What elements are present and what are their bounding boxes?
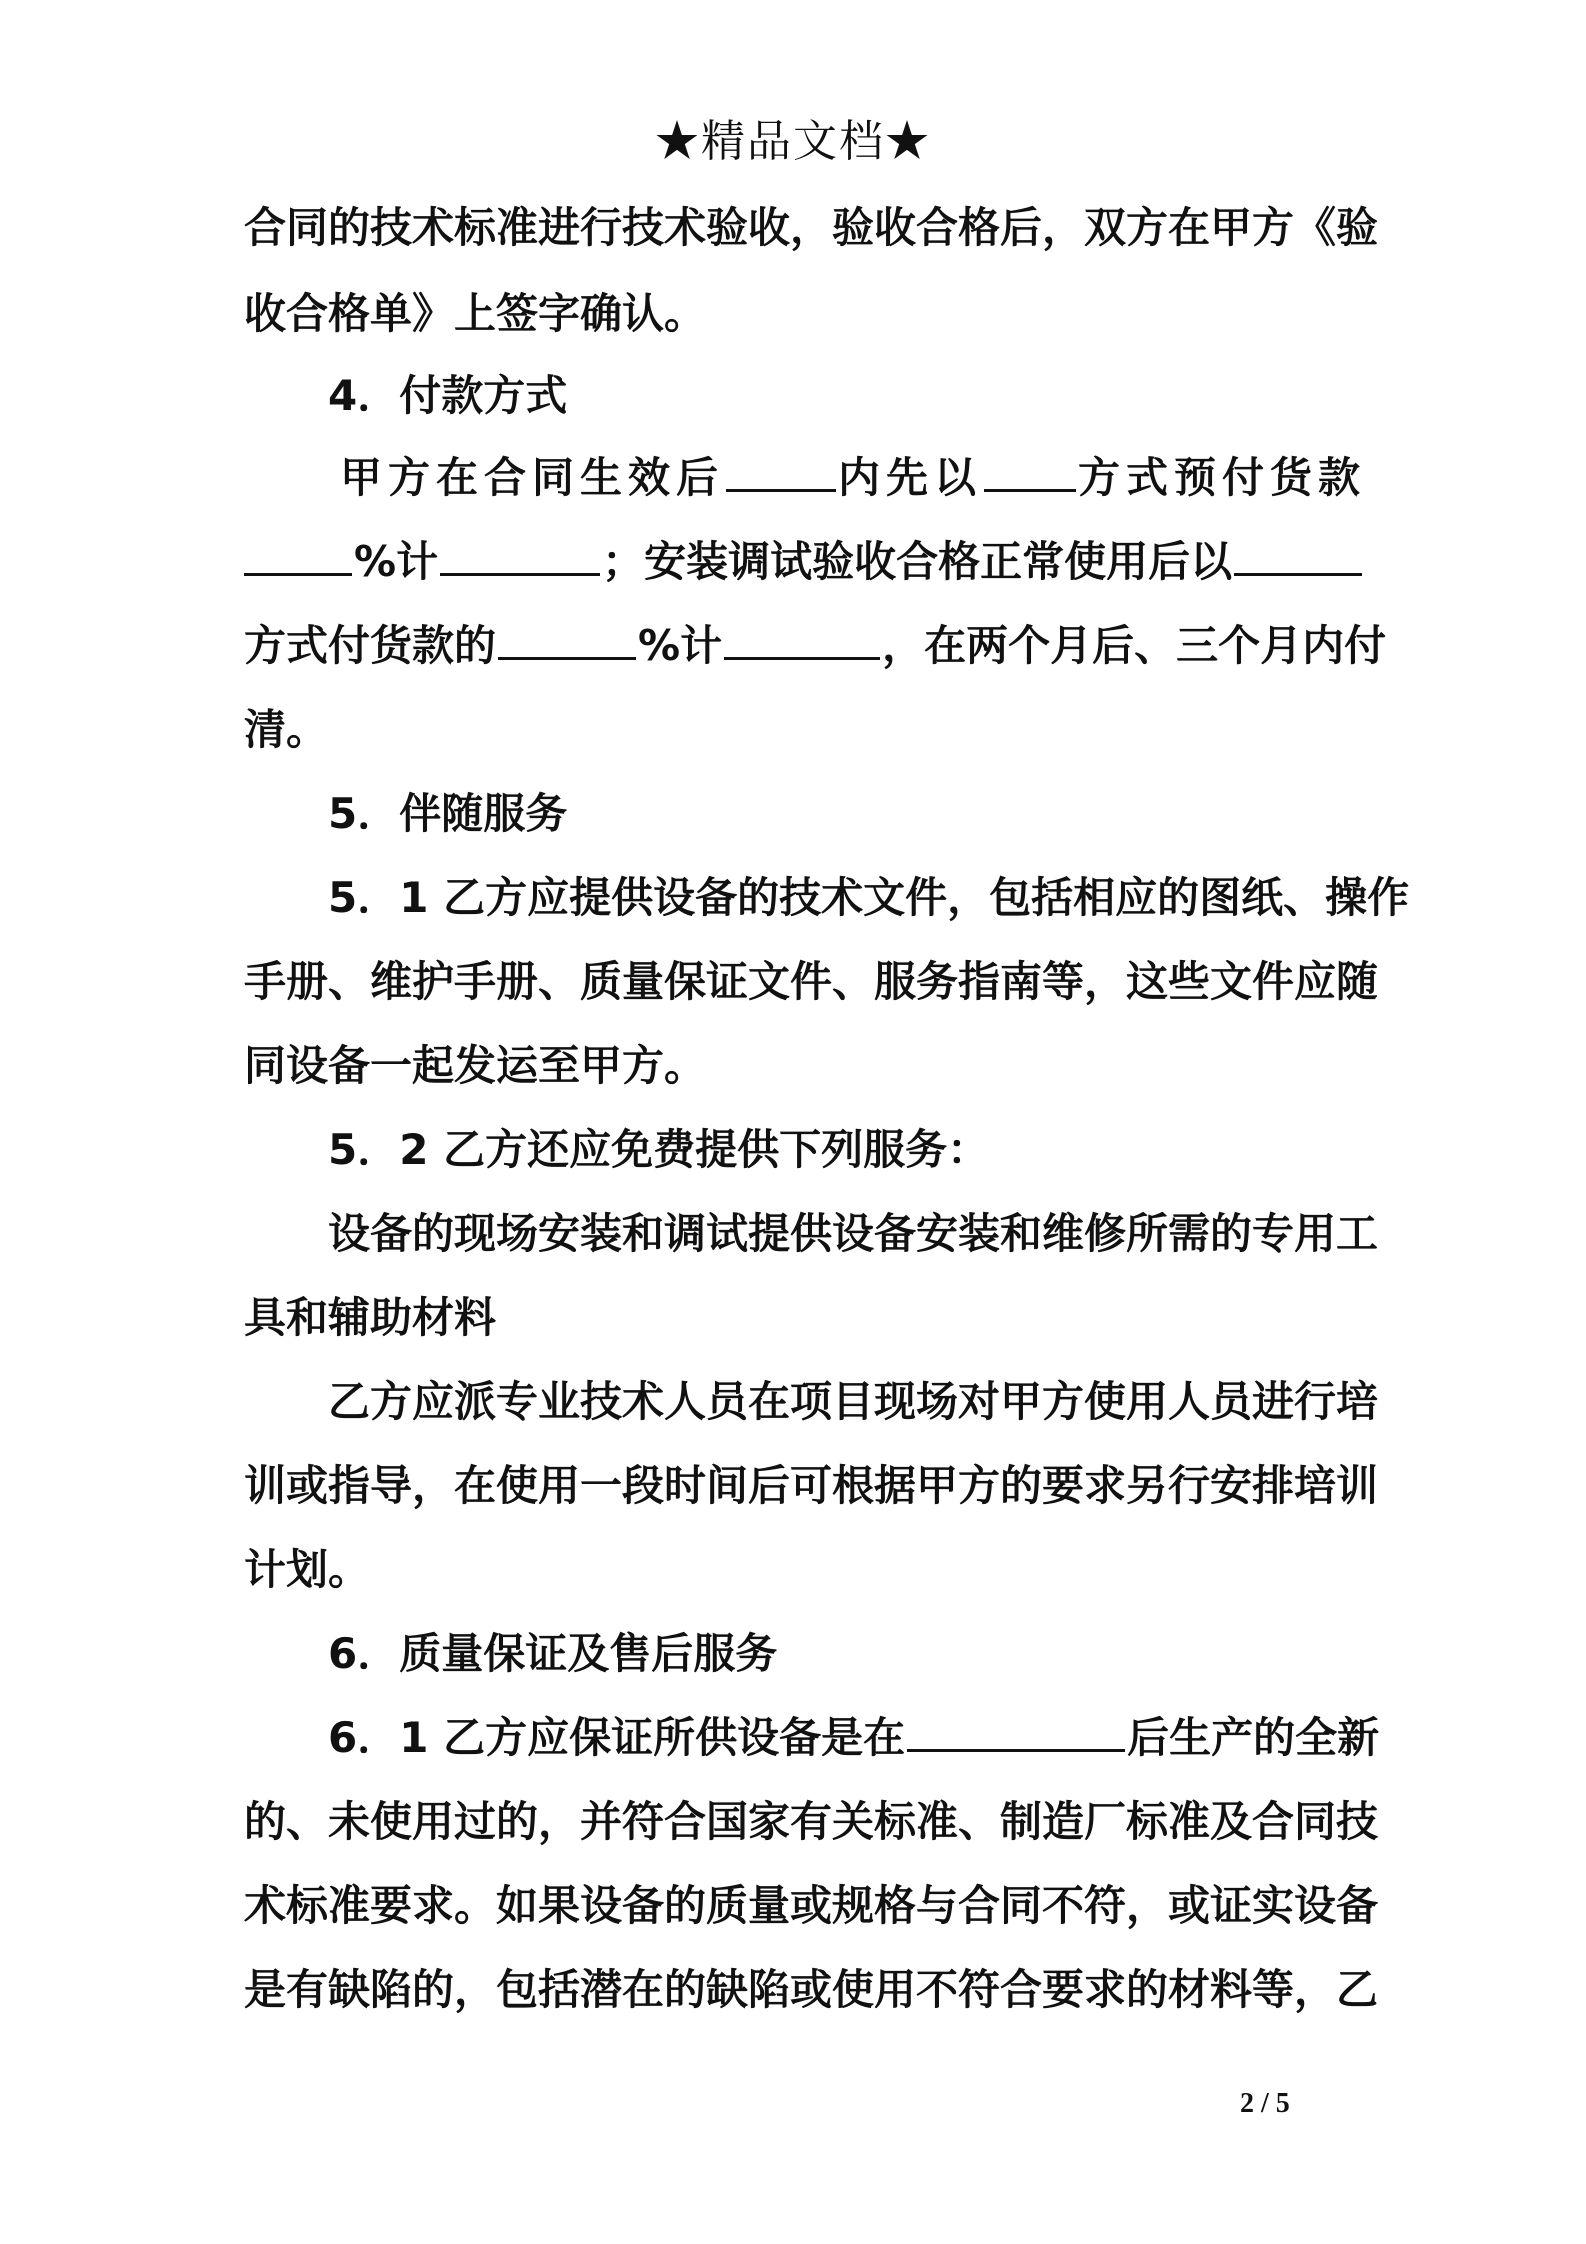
page-number: 2 / 5	[1240, 2088, 1290, 2119]
payment-terms-line	[340, 446, 1367, 510]
paragraph-line: 具和辅助材料	[244, 1293, 497, 1342]
fill-in-blank[interactable]	[724, 617, 880, 660]
paragraph-line: 术标准要求。如果设备的质量或规格与合同不符，或证实设备	[244, 1881, 1379, 1930]
payment-text: 内先以	[838, 453, 983, 502]
paragraph-line: 是有缺陷的，包括潜在的缺陷或使用不符合要求的材料等，乙	[244, 1965, 1379, 2014]
section-heading-payment: 4．付款方式	[328, 371, 568, 420]
paragraph-line: 同设备一起发运至甲方。	[244, 1041, 707, 1090]
payment-text: 方式预付货款	[1078, 453, 1367, 502]
quality-terms-line	[328, 1706, 1380, 1770]
payment-text: ，在两个月后、三个月内付	[882, 621, 1387, 670]
paragraph-line: 5．1 乙方应提供设备的技术文件，包括相应的图纸、操作	[328, 873, 1410, 922]
paragraph-line: 训或指导，在使用一段时间后可根据甲方的要求另行安排培训	[244, 1461, 1379, 1510]
fill-in-blank[interactable]	[244, 533, 352, 576]
fill-in-blank[interactable]	[1234, 533, 1362, 576]
paragraph-line: 收合格单》上签字确认。	[244, 289, 707, 338]
paragraph-line: 手册、维护手册、质量保证文件、服务指南等，这些文件应随	[244, 957, 1379, 1006]
paragraph-line: 清。	[244, 705, 329, 754]
paragraph-line: 乙方应派专业技术人员在项目现场对甲方使用人员进行培	[328, 1377, 1379, 1426]
paragraph-line: 5．2 乙方还应免费提供下列服务：	[328, 1125, 990, 1174]
paragraph-line: 设备的现场安装和调试提供设备安装和维修所需的专用工	[328, 1209, 1379, 1258]
fill-in-blank[interactable]	[440, 533, 600, 576]
payment-text: %计	[638, 621, 723, 670]
fill-in-blank[interactable]	[498, 617, 636, 660]
payment-terms-line	[244, 614, 1387, 678]
payment-text: ；安装调试验收合格正常使用后以	[602, 537, 1233, 586]
section-heading-quality: 6．质量保证及售后服务	[328, 1629, 778, 1678]
paragraph-line: 的、未使用过的，并符合国家有关标准、制造厂标准及合同技	[244, 1797, 1379, 1846]
document-header: ★精品文档★	[655, 116, 931, 167]
fill-in-blank[interactable]	[726, 449, 836, 492]
payment-text: %计	[354, 537, 439, 586]
payment-text: 方式付货款的	[244, 621, 497, 670]
quality-text: 后生产的全新	[1127, 1713, 1380, 1762]
paragraph-line: 合同的技术标准进行技术验收，验收合格后，双方在甲方《验	[244, 203, 1379, 252]
payment-terms-line	[244, 530, 1354, 594]
paragraph-line: 计划。	[244, 1545, 371, 1594]
section-heading-service: 5．伴随服务	[328, 789, 568, 838]
quality-text: 6．1 乙方应保证所供设备是在	[328, 1713, 906, 1762]
payment-text: 甲方在合同生效后	[340, 453, 725, 502]
fill-in-blank[interactable]	[984, 449, 1076, 492]
fill-in-blank[interactable]	[907, 1709, 1125, 1752]
